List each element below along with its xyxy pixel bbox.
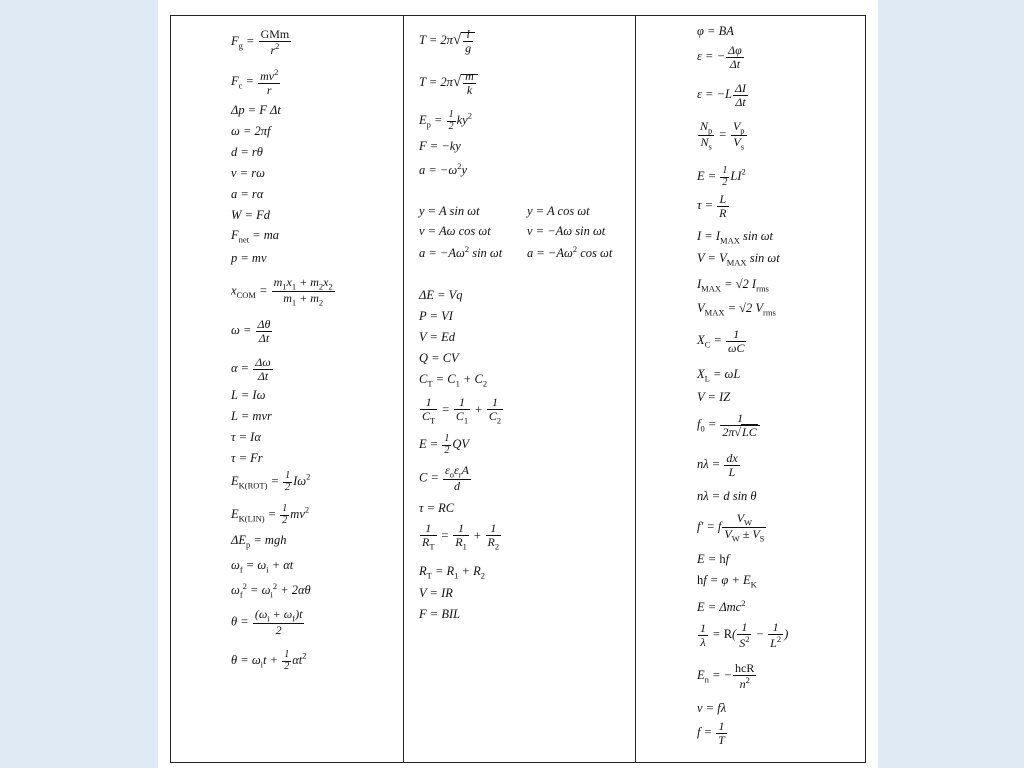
formula-centripetal-force: $F_c$ = $\frac{mv^2}{r}$: [231, 67, 279, 97]
formula-angular-momentum-point: L = mvr: [231, 409, 272, 423]
formula-rotational-kinetic-energy: $E_{K(ROT)}$ = $\frac{1}{2}$ $I\omega^2$: [231, 470, 311, 493]
formula-capacitors-series: $\frac{1}{C_T}$ = $\frac{1}{C_1}$ + $\frac{1}{C_2}$: [422, 395, 502, 425]
formula-impedance: V = IZ: [697, 390, 731, 404]
formula-tangential-velocity: v = rω: [231, 166, 265, 180]
formula-ac-current: $I = I_{MAX}$ sin ωt: [697, 229, 773, 246]
formula-angular-velocity-final: $\omega_f = \omega_i + \alpha t$: [231, 558, 294, 575]
formula-faraday-law: ε = − $\frac{\Delta\varphi}{\Delta t}$: [697, 43, 742, 71]
formula-magnetic-flux: φ = BA: [697, 24, 734, 38]
formula-spring-potential-energy: $E_p$ = $\frac{1}{2}$ $ky^2$: [419, 109, 472, 132]
formula-table: [170, 15, 866, 763]
formula-photoelectric-effect: hf = $\varphi + E_K$: [697, 573, 757, 590]
formula-resistors-parallel: $\frac{1}{R_T}$ = $\frac{1}{R_1}$ + $\frac{1}{R_2}$: [422, 521, 500, 551]
formula-rl-time-constant: τ = $\frac{L}{R}$: [697, 192, 727, 220]
formula-transformer: $\frac{N_p}{N_s}$ = $\frac{V_p}{V_s}$: [700, 119, 745, 152]
formula-angular-displacement: $\theta = \omega_it$ + $\frac{1}{2}$ $\alpha t^2$: [231, 649, 307, 672]
formula-spring-period: T = 2π√ $\frac{m}{k}$: [419, 70, 478, 96]
formula-rc-time-constant: τ = RC: [419, 501, 455, 515]
formula-inductor-energy: E = $\frac{1}{2}$ $LI^2$: [697, 165, 746, 188]
formula-angular-acceleration: α = $\frac{\Delta\omega}{\Delta t}$: [231, 355, 271, 383]
formula-diffraction-grating: nλ = d sin θ: [697, 489, 757, 503]
formula-frequency-period: f = $\frac{1}{T}$: [697, 719, 725, 747]
formula-resonant-frequency: $f_0$ = $\frac{1}{2\pi√LC}$: [697, 412, 761, 438]
formula-capacitors-parallel: $C_T = C_1 + C_2$: [419, 372, 488, 389]
formula-tangential-acceleration: a = rα: [231, 187, 264, 201]
formula-ac-voltage: $V = V_{MAX}$ sin ωt: [697, 251, 780, 268]
formula-torque-inertia: τ = Iα: [231, 430, 261, 444]
formula-potential-energy: $\Delta E_p$ = mgh: [231, 533, 287, 550]
formula-energy-charge: ΔE = Vq: [419, 288, 463, 302]
formula-rms-voltage: $V_{MAX} = √2$ $V_{rms}$: [697, 301, 776, 318]
formula-acceleration-sin: $a = -A\omega^2$ sin ωt: [419, 244, 503, 261]
formula-capacitor-energy: E = $\frac{1}{2}$ QV: [419, 433, 469, 456]
formula-angular-velocity: ω = $\frac{\Delta\theta}{\Delta t}$: [231, 317, 271, 345]
formula-shm-acceleration: $a = -\omega^2y$: [419, 161, 468, 178]
formula-mass-energy: E = Δmc$^2$: [697, 598, 746, 615]
formula-capacitance: Q = CV: [419, 351, 459, 365]
formula-ohms-law: V = IR: [419, 586, 453, 600]
document-page: [158, 0, 878, 768]
formula-bohr-energy: $E_n$ = − $\frac{\text{hcR}}{n^2}$: [697, 661, 755, 691]
formula-arc-length: d = rθ: [231, 145, 263, 159]
formula-impulse: Δp = F Δt: [231, 103, 281, 117]
formula-column-electromagnetism-modern: [635, 16, 865, 762]
formula-double-slit: nλ = $\frac{dx}{L}$: [697, 451, 738, 479]
formula-inductive-reactance: $X_L = \omega L$: [697, 367, 741, 384]
formula-work: W = Fd: [231, 208, 270, 222]
formula-self-inductance-emf: ε = −L $\frac{\Delta I}{\Delta t}$: [697, 81, 747, 109]
formula-angular-frequency: ω = 2πf: [231, 124, 271, 138]
formula-angular-velocity-squared: $\omega_f^2 = \omega_i^2 + 2\alpha\theta$: [231, 581, 311, 600]
formula-pendulum-period: T = 2π√ $\frac{l}{g}$: [419, 28, 475, 54]
formula-wave-speed: v = fλ: [697, 701, 727, 715]
formula-angular-displacement-average: θ = $\frac{(\omega_i + \omega_f)t}{2}$: [231, 607, 303, 638]
formula-newton-second-law: $F_{net}$ = ma: [231, 228, 279, 245]
formula-velocity-sin: v = −Aω sin ωt: [527, 224, 606, 238]
formula-field-voltage: V = Ed: [419, 330, 455, 344]
formula-velocity-cos: v = Aω cos ωt: [419, 224, 491, 238]
formula-acceleration-cos: $a = -A\omega^2$ cos ωt: [527, 244, 613, 261]
formula-magnetic-force: F = BIL: [419, 607, 461, 621]
formula-column-mechanics: [171, 16, 404, 762]
formula-capacitive-reactance: $X_C$ = $\frac{1}{\omega C}$: [697, 327, 745, 355]
formula-photon-energy: E = hf: [697, 552, 730, 566]
formula-angular-momentum: L = Iω: [231, 388, 266, 402]
formula-torque-force: τ = Fr: [231, 451, 263, 465]
formula-displacement-cos: y = A cos ωt: [527, 204, 590, 218]
formula-column-waves-electricity: [403, 16, 636, 762]
formula-doppler-effect: f′ = f $\frac{V_W}{V_W \pm V_S}$: [697, 511, 765, 544]
formula-center-of-mass: $x_{COM}$ = $\frac{m_1x_1 + m_2x_2}{m_1 + m_2}$: [231, 275, 333, 308]
formula-power: P = VI: [419, 309, 453, 323]
formula-displacement-sin: y = A sin ωt: [419, 204, 480, 218]
formula-linear-kinetic-energy: $E_{K(LIN)}$ = $\frac{1}{2}$ $mv^2$: [231, 503, 310, 526]
formula-gravitation: $F_g$ = $\frac{\text{GMm}}{r^2}$: [231, 27, 290, 57]
formula-rms-current: $I_{MAX} = √2$ $I_{rms}$: [697, 277, 769, 294]
formula-hooke-law: F = −ky: [419, 139, 461, 153]
formula-momentum: p = mv: [231, 251, 267, 265]
formula-rydberg: $\frac{1}{\lambda}$ = R( $\frac{1}{S^2}$ − $\frac{1}{L^2}$ ): [700, 620, 789, 650]
formula-resistors-series: $R_T = R_1 + R_2$: [419, 564, 485, 581]
formula-parallel-plate-capacitance: C = $\frac{\varepsilon_o\varepsilon_rA}{d}$: [419, 463, 469, 494]
